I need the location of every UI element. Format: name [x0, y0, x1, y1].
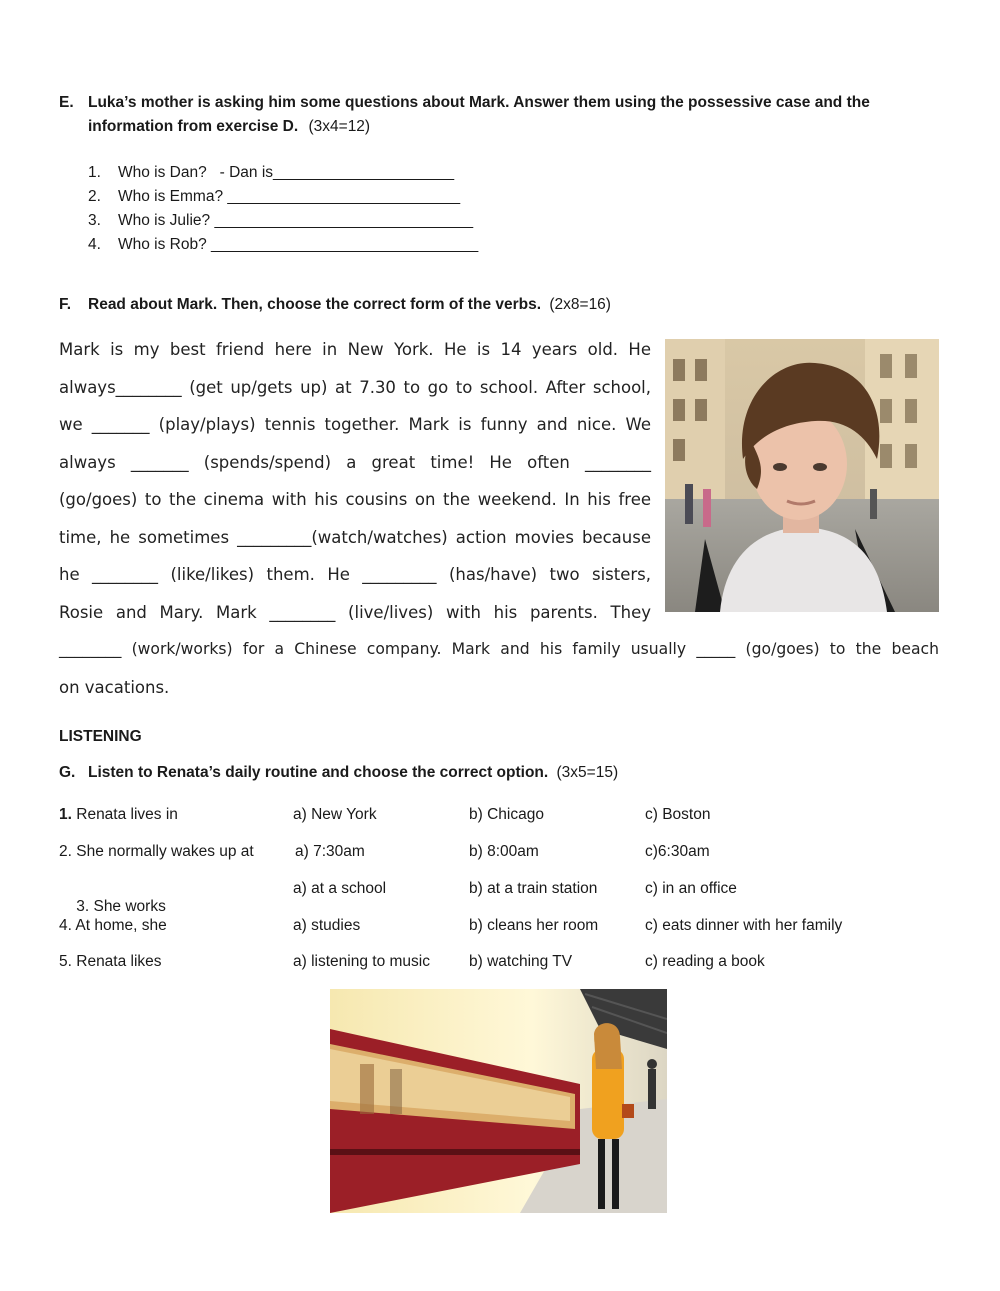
- option-b[interactable]: b) Chicago: [469, 806, 544, 823]
- exercise-g-letter: G.: [59, 764, 76, 781]
- option-b[interactable]: b) at a train station: [469, 880, 598, 897]
- passage-line: ________ (work/works) for a Chinese company. Mark and his family usually _____ (go/goes) to the beach: [59, 640, 939, 658]
- exercise-e-title-line2: [88, 115, 370, 138]
- option-a[interactable]: a) at a school: [293, 880, 387, 897]
- question-text: She normally wakes up at: [76, 843, 254, 860]
- question-row: [59, 843, 254, 861]
- question-text: She works: [89, 898, 166, 915]
- exercise-f-letter: F.: [59, 296, 72, 313]
- question-row: [59, 917, 167, 935]
- boy-photo-illustration: [665, 339, 939, 612]
- passage-line: always________ (get up/gets up) at 7.30 to go to school. After school,: [59, 378, 651, 397]
- passage-line: he ________ (like/likes) them. He _________ (has/have) two sisters,: [59, 565, 651, 584]
- question-number: 2.: [59, 843, 72, 860]
- question-number: 1.: [59, 806, 72, 823]
- exercise-e-question: Who is Rob? _______________________________: [118, 236, 479, 253]
- exercise-e-title: Luka’s mother is asking him some questions about Mark. Answer them using the possessive case and the: [88, 94, 870, 111]
- passage-line: always _______ (spends/spend) a great time! He often ________: [59, 453, 651, 472]
- list-item-number: 1.: [88, 164, 101, 181]
- passage-line: (go/goes) to the cinema with his cousins on the weekend. In his free: [59, 490, 651, 509]
- boy-photo: [665, 339, 939, 612]
- exercise-f-points: (2x8=16): [549, 296, 611, 313]
- exercise-e-question: Who is Julie? ______________________________: [118, 212, 474, 229]
- passage-line: time, he sometimes _________(watch/watches) action movies because: [59, 528, 651, 547]
- exercise-f-title: Read about Mark. Then, choose the correct form of the verbs.: [88, 296, 542, 313]
- option-a[interactable]: a) 7:30am: [295, 843, 365, 860]
- option-a[interactable]: a) listening to music: [293, 953, 430, 970]
- option-c[interactable]: c)6:30am: [645, 843, 710, 860]
- exercise-f-title-line: [88, 293, 611, 316]
- question-row: [59, 953, 162, 971]
- exercise-e-points: (3x4=12): [308, 118, 371, 135]
- list-item-number: 2.: [88, 188, 101, 205]
- list-item-number: 3.: [88, 212, 101, 229]
- question-number: 3.: [76, 898, 90, 915]
- exercise-e-title-continued: information from exercise D.: [88, 118, 299, 135]
- exercise-g-title: Listen to Renata’s daily routine and choose the correct option.: [88, 764, 549, 781]
- question-row: [59, 806, 178, 824]
- option-c[interactable]: c) Boston: [645, 806, 711, 823]
- passage-line: on vacations.: [59, 678, 170, 697]
- option-a[interactable]: a) studies: [293, 917, 361, 934]
- option-b[interactable]: b) cleans her room: [469, 917, 599, 934]
- question-text: At home, she: [75, 917, 167, 934]
- exercise-g-points: (3x5=15): [556, 764, 619, 781]
- question-text: Renata lives in: [76, 806, 178, 823]
- option-c[interactable]: c) in an office: [645, 880, 737, 897]
- exercise-e-letter: E.: [59, 94, 74, 111]
- train-station-photo: [330, 989, 667, 1213]
- exercise-g-title-line: [88, 761, 618, 784]
- option-a[interactable]: a) New York: [293, 806, 377, 823]
- passage-line: we _______ (play/plays) tennis together. Mark is funny and nice. We: [59, 415, 651, 434]
- question-number: 4.: [59, 917, 72, 934]
- question-number: 5.: [59, 953, 72, 970]
- option-c[interactable]: c) reading a book: [645, 953, 765, 970]
- list-item-number: 4.: [88, 236, 101, 253]
- question-text: Renata likes: [76, 953, 162, 970]
- option-b[interactable]: b) watching TV: [469, 953, 573, 970]
- listening-heading: LISTENING: [59, 728, 142, 745]
- passage-line: Mark is my best friend here in New York. He is 14 years old. He: [59, 340, 651, 359]
- train-station-illustration: [330, 989, 667, 1213]
- exercise-e-question: Who is Dan? - Dan is_____________________: [118, 164, 455, 181]
- option-c[interactable]: c) eats dinner with her family: [645, 917, 843, 934]
- passage-line: Rosie and Mary. Mark ________ (live/lives) with his parents. They: [59, 603, 651, 622]
- option-b[interactable]: b) 8:00am: [469, 843, 539, 860]
- exercise-e-question: Who is Emma? ___________________________: [118, 188, 461, 205]
